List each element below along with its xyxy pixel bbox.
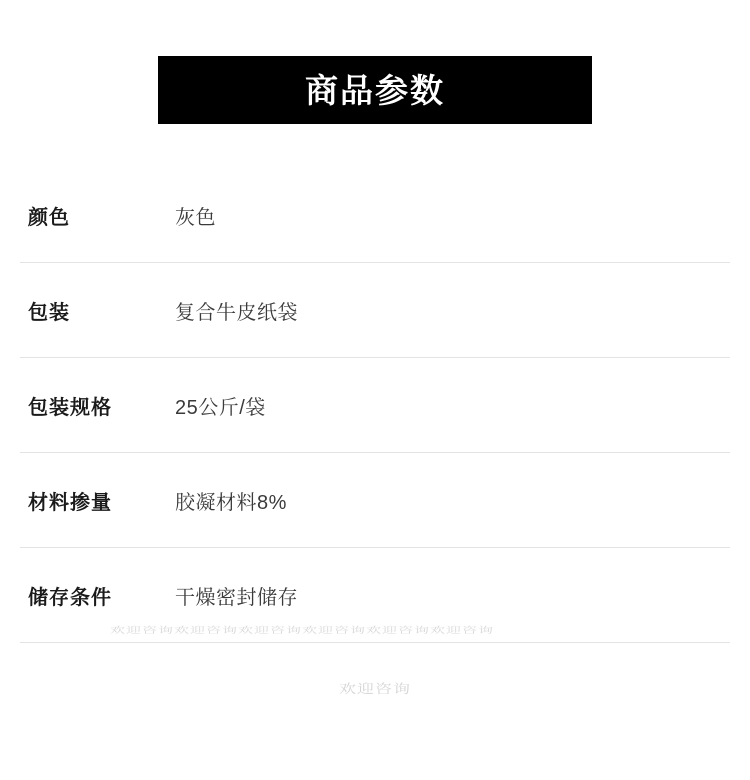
spec-value: 干燥密封储存 bbox=[175, 586, 298, 609]
table-row bbox=[20, 358, 730, 453]
table-row bbox=[20, 263, 730, 358]
spec-value: 25公斤/袋 bbox=[175, 396, 266, 419]
table-row bbox=[20, 168, 730, 263]
table-row bbox=[20, 453, 730, 548]
spec-label: 包装 bbox=[28, 301, 70, 324]
page-title: 商品参数 bbox=[305, 71, 445, 109]
watermark-center: 欢迎咨询 bbox=[339, 681, 411, 697]
spec-value: 复合牛皮纸袋 bbox=[175, 301, 298, 324]
spec-label: 包装规格 bbox=[28, 396, 112, 419]
spec-value: 灰色 bbox=[175, 206, 216, 229]
watermark-strip: 欢迎咨询欢迎咨询欢迎咨询欢迎咨询欢迎咨询欢迎咨询 bbox=[110, 625, 495, 634]
page-title-banner bbox=[158, 56, 592, 124]
spec-value: 胶凝材料8% bbox=[175, 491, 287, 514]
spec-table bbox=[20, 168, 730, 643]
spec-label: 储存条件 bbox=[28, 586, 112, 609]
spec-label: 颜色 bbox=[28, 206, 70, 229]
spec-label: 材料掺量 bbox=[28, 491, 112, 514]
